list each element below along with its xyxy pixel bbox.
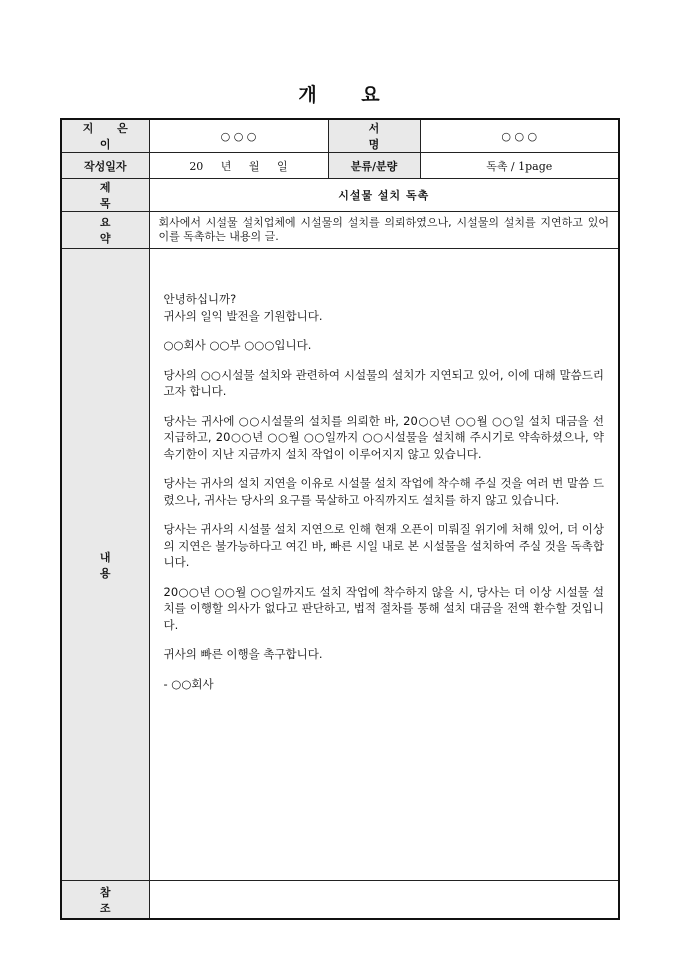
content-paragraph: 당사는 귀사의 시설물 설치 지연으로 인해 현재 오픈이 미뤄질 위기에 처해 있어, 더 이상의 지연은 불가능하다고 여긴 바, 빠른 시일 내로 본 시설물을 설치하여 주실 것을 독촉합니다. [163, 522, 604, 569]
signature-label: 서 명 [328, 119, 420, 153]
content-body [149, 249, 619, 881]
author-label: 지 은 이 [61, 119, 149, 153]
reference-label: 참 조 [61, 881, 149, 920]
content-paragraph: 당사는 귀사에 ○○시설물의 설치를 의뢰한 바, 20○○년 ○○월 ○○일 설치 대금을 선 지급하고, 20○○년 ○○월 ○○일까지 ○○시설물을 설치해 주시기로 약속하셨으나, 약속기한이 지난 지금까지 설치 작업이 이루어지지 않고 있습니다. [163, 413, 604, 461]
category-value: 독촉 / 1page [420, 153, 619, 179]
summary-table [60, 118, 620, 920]
table-row [61, 119, 619, 153]
table-row [61, 212, 619, 249]
table-row [61, 881, 619, 920]
date-label: 작성일자 [61, 153, 149, 179]
signature-value: ○ ○ ○ [420, 119, 619, 153]
subject-value: 시설물 설치 독촉 [149, 179, 619, 212]
date-value: 20 년 월 일 [149, 153, 328, 179]
table-row [61, 153, 619, 179]
content-paragraph: - ○○회사 [163, 676, 214, 691]
reference-value [149, 881, 619, 920]
content-paragraph: ○○회사 ○○부 ○○○입니다. [163, 338, 312, 352]
table-row [61, 249, 619, 881]
content-paragraph: 안녕하십니까? 귀사의 일익 발전을 기원합니다. [163, 292, 323, 323]
content-paragraph: 당사의 ○○시설물 설치와 관련하여 시설물의 설치가 지연되고 있어, 이에 대해 말씀드리고자 합니다. [163, 367, 604, 398]
content-paragraph: 20○○년 ○○월 ○○일까지도 설치 작업에 착수하지 않을 시, 당사는 더 이상 시설물 설치를 이행할 의사가 없다고 판단하고, 법적 절차를 통해 설치 대금을 전액 환수할 것입니다. [163, 584, 604, 632]
content-label: 내 용 [61, 249, 149, 881]
category-label: 분류/분량 [328, 153, 420, 179]
document-title: 개 요 [298, 84, 382, 106]
subject-label: 제 목 [61, 179, 149, 212]
content-paragraph: 귀사의 빠른 이행을 촉구합니다. [163, 647, 323, 661]
summary-label: 요 약 [61, 212, 149, 249]
author-value: ○ ○ ○ [149, 119, 328, 153]
content-paragraph: 당사는 귀사의 설치 지연을 이유로 시설물 설치 작업에 착수해 주실 것을 여러 번 말씀 드렸으나, 귀사는 당사의 요구를 묵살하고 아직까지도 설치를 하지 않고 있습니다. [163, 476, 604, 507]
table-row [61, 179, 619, 212]
summary-value: 회사에서 시설물 설치업체에 시설물의 설치를 의뢰하였으나, 시설물의 설치를 지연하고 있어 이를 독촉하는 내용의 글. [149, 212, 619, 249]
